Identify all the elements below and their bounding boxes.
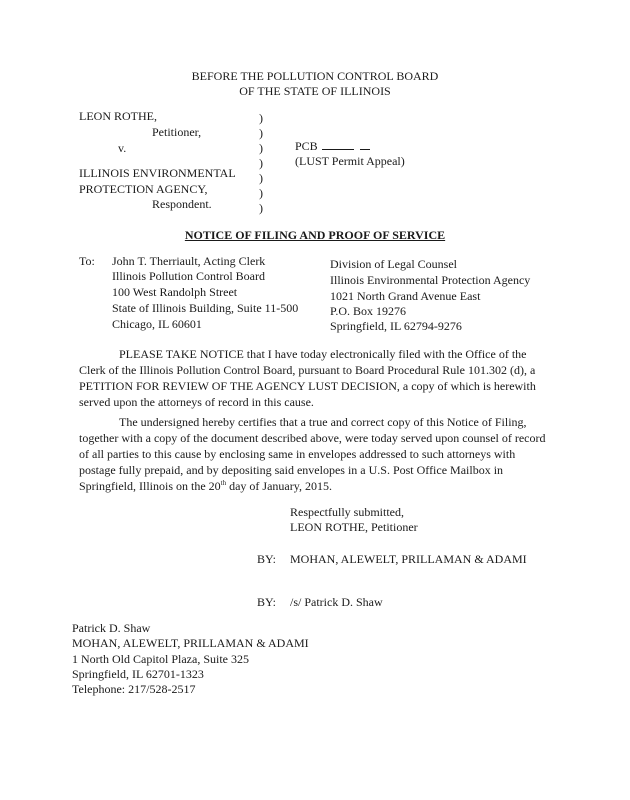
contact-line: Telephone: 217/528-2517 [72,682,196,696]
address-line: Chicago, IL 60601 [112,317,202,331]
closing: Respectfully submitted, [290,505,404,519]
caption-paren: ) [259,171,263,185]
address-line: Illinois Environmental Protection Agency [330,273,531,287]
certification-date-suffix: th [220,479,227,487]
petitioner-name: LEON ROTHE, [79,109,157,123]
respondent-name-line-1: ILLINOIS ENVIRONMENTAL [79,166,236,180]
law-firm-name: MOHAN, ALEWELT, PRILLAMAN & ADAMI [290,552,527,566]
address-line: Springfield, IL 62794-9276 [330,319,462,333]
by-label: BY: [257,552,276,566]
certification-date-tail: day of January, 2015. [226,479,332,493]
address-line: Illinois Pollution Control Board [112,269,266,283]
address-line: 100 West Randolph Street [112,285,238,299]
caption-paren: ) [259,126,263,140]
case-number-blank [322,141,354,150]
versus: v. [118,141,127,155]
respondent-name-line-2: PROTECTION AGENCY, [79,182,208,196]
by-label: BY: [257,595,276,609]
address-line: Division of Legal Counsel [330,257,457,271]
respondent-role: Respondent. [152,197,212,211]
document-title: NOTICE OF FILING AND PROOF OF SERVICE [184,228,446,242]
case-number-blank-2 [360,141,370,150]
contact-line: Springfield, IL 62701-1323 [72,667,204,681]
certification-text: The undersigned hereby certifies that a true and correct copy of this Notice of Filing, together with a copy of the document described above, were today served upon counsel of record of all parties to this cause by enclosing same in envelopes addressed to such attorneys with postage fully prepaid, and by depositing said envelopes in a U.S. Post Office Mailbox in Springfield, Illinois on the 20 [79,415,546,493]
caption-paren: ) [259,141,263,155]
caption-paren: ) [259,186,263,200]
contact-line: MOHAN, ALEWELT, PRILLAMAN & ADAMI [72,636,309,650]
caption-paren: ) [259,201,263,215]
to-label: To: [79,254,95,268]
case-type: (LUST Permit Appeal) [295,154,405,168]
court-name-line-1: BEFORE THE POLLUTION CONTROL BOARD [191,69,439,83]
certification-paragraph [79,414,553,494]
contact-line: 1 North Old Capitol Plaza, Suite 325 [72,652,249,666]
caption-paren: ) [259,111,263,125]
notice-paragraph: PLEASE TAKE NOTICE that I have today electronically filed with the Office of the Clerk of the Illinois Pollution Control Board, pursuant to Board Procedural Rule 101.302 (d), a PETITION FOR REVIEW OF THE AGENCY LUST DECISION, a copy of which is herewith served upon the attorneys of record in this cause. [79,347,536,409]
address-line: John T. Therriault, Acting Clerk [112,254,266,268]
petitioner-signature-line: LEON ROTHE, Petitioner [290,520,418,534]
caption-paren: ) [259,156,263,170]
petitioner-role: Petitioner, [152,125,202,139]
case-number-label: PCB [295,139,318,153]
address-line: P.O. Box 19276 [330,304,407,318]
address-line: 1021 North Grand Avenue East [330,289,481,303]
contact-line: Patrick D. Shaw [72,621,151,635]
electronic-signature: /s/ Patrick D. Shaw [290,595,383,609]
case-number [295,140,370,152]
address-line: State of Illinois Building, Suite 11-500 [112,301,299,315]
court-name-line-2: OF THE STATE OF ILLINOIS [239,84,391,98]
